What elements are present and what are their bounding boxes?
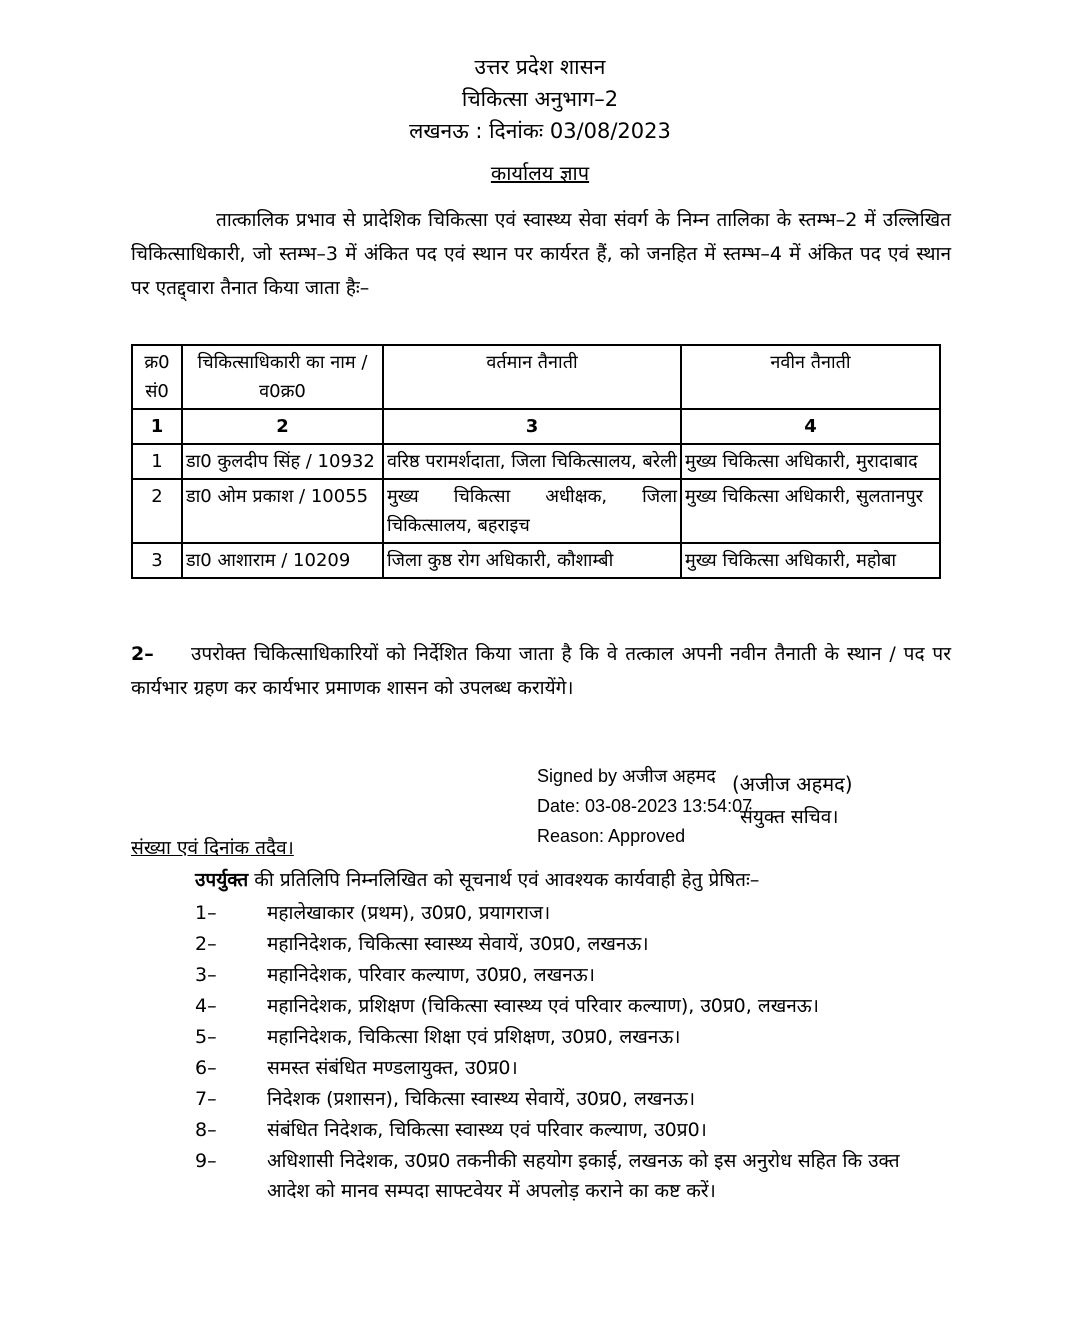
- list-item: [195, 929, 915, 959]
- intro-text: तात्कालिक प्रभाव से प्रादेशिक चिकित्सा एवं स्वास्थ्य सेवा संवर्ग के निम्न तालिका के स्तम्भ–2 में उल्लिखित चिकित्साधिकारी, जो स्तम्भ–3 में अंकित पद एवं स्थान पर कार्यरत हैं, को जनहित में स्तम्भ–4 में अंकित पद एवं स्थान पर एतद्द्वारा तैनात किया जाता हैः–: [131, 209, 951, 299]
- list-text: महानिदेशक, चिकित्सा शिक्षा एवं प्रशिक्षण, उ0प्र0, लखनऊ।: [267, 1026, 681, 1048]
- list-number: 6–: [195, 1057, 217, 1079]
- list-text: महालेखाकार (प्रथम), उ0प्र0, प्रयागराज।: [267, 902, 551, 924]
- list-item: [195, 960, 915, 990]
- list-item: [195, 898, 915, 928]
- cell-name: डा0 आशाराम / 10209: [182, 543, 383, 578]
- digital-signature-signed-by: Signed by अजीज अहमद: [537, 766, 716, 786]
- list-number: 9–: [195, 1150, 217, 1172]
- cell-current: वरिष्ठ परामर्शदाता, जिला चिकित्सालय, बरेली: [383, 444, 681, 479]
- copy-intro-bold: उपर्युक्त: [195, 869, 249, 891]
- cell-sn: 1: [132, 444, 182, 479]
- table-row: [132, 479, 940, 543]
- copy-intro-text: की प्रतिलिपि निम्नलिखित को सूचनार्थ एवं आवश्यक कार्यवाही हेतु प्रेषितः–: [248, 869, 760, 891]
- list-number: 5–: [195, 1026, 217, 1048]
- copy-intro: [195, 866, 759, 892]
- column-number-row: [132, 409, 940, 444]
- list-text: महानिदेशक, प्रशिक्षण (चिकित्सा स्वास्थ्य एवं परिवार कल्याण), उ0प्र0, लखनऊ।: [267, 995, 819, 1017]
- table-row: [132, 543, 940, 578]
- column-number: 1: [132, 409, 182, 444]
- intro-paragraph: [131, 203, 951, 305]
- digital-signature-date: Date: 03-08-2023 13:54:07: [537, 796, 753, 816]
- list-item: [195, 1146, 915, 1206]
- place-date: लखनऊ : दिनांकः 03/08/2023: [409, 119, 671, 143]
- cell-current: मुख्य चिकित्सा अधीक्षक, जिला चिकित्सालय, बहराइच: [383, 479, 681, 543]
- posting-table: [131, 344, 941, 579]
- signatory-name: (अजीज अहमद): [732, 772, 853, 796]
- reference-line: संख्या एवं दिनांक तदैव।: [131, 837, 294, 859]
- list-number: 2–: [195, 933, 217, 955]
- signatory-designation: संयुक्त सचिव।: [740, 806, 839, 828]
- list-number: 3–: [195, 964, 217, 986]
- column-number: 4: [681, 409, 940, 444]
- para-2-number: 2–: [131, 643, 154, 665]
- list-number: 7–: [195, 1088, 217, 1110]
- cell-sn: 2: [132, 479, 182, 543]
- list-number: 1–: [195, 902, 217, 924]
- digital-signature-reason: Reason: Approved: [537, 826, 686, 846]
- section-name: चिकित्सा अनुभाग–2: [461, 87, 619, 111]
- cell-current: जिला कुष्ठ रोग अधिकारी, कौशाम्बी: [383, 543, 681, 578]
- cell-new: मुख्य चिकित्सा अधिकारी, महोबा: [681, 543, 940, 578]
- column-number: 3: [383, 409, 681, 444]
- list-item: [195, 1084, 915, 1114]
- cell-new: मुख्य चिकित्सा अधिकारी, मुरादाबाद: [681, 444, 940, 479]
- list-text: समस्त संबंधित मण्डलायुक्त, उ0प्र0।: [267, 1057, 518, 1079]
- govt-name: उत्तर प्रदेश शासन: [474, 55, 606, 79]
- list-item: [195, 1022, 915, 1052]
- header-new: नवीन तैनाती: [681, 345, 940, 409]
- cell-new: मुख्य चिकित्सा अधिकारी, सुलतानपुर: [681, 479, 940, 543]
- table-row: [132, 444, 940, 479]
- table-header-row: [132, 345, 940, 409]
- memo-title-wrap: [0, 159, 1080, 186]
- list-text: महानिदेशक, परिवार कल्याण, उ0प्र0, लखनऊ।: [267, 964, 595, 986]
- column-number: 2: [182, 409, 383, 444]
- cell-name: डा0 ओम प्रकाश / 10055: [182, 479, 383, 543]
- header-current: वर्तमान तैनाती: [383, 345, 681, 409]
- list-text: अधिशासी निदेशक, उ0प्र0 तकनीकी सहयोग इकाई, लखनऊ को इस अनुरोध सहित कि उक्त आदेश को मानव सम्पदा साफ्टवेयर में अपलोड़ कराने का कष्ट करें।: [267, 1150, 900, 1202]
- cell-sn: 3: [132, 543, 182, 578]
- header-name: चिकित्साधिकारी का नाम / व0क्र0: [182, 345, 383, 409]
- para-2-text: उपरोक्त चिकित्साधिकारियों को निर्देशित किया जाता है कि वे तत्काल अपनी नवीन तैनाती के स्थान / पद पर कार्यभार ग्रहण कर कार्यभार प्रमाणक शासन को उपलब्ध करायेंगे।: [131, 643, 951, 699]
- memo-title: कार्यालय ज्ञाप: [490, 161, 590, 185]
- list-item: [195, 1053, 915, 1083]
- list-number: 4–: [195, 995, 217, 1017]
- copy-list: [195, 898, 915, 1207]
- header-sn: क्र0 सं0: [132, 345, 182, 409]
- cell-name: डा0 कुलदीप सिंह / 10932: [182, 444, 383, 479]
- list-text: महानिदेशक, चिकित्सा स्वास्थ्य सेवायें, उ0प्र0, लखनऊ।: [267, 933, 649, 955]
- para-2: [131, 637, 951, 705]
- list-item: [195, 1115, 915, 1145]
- list-text: निदेशक (प्रशासन), चिकित्सा स्वास्थ्य सेवायें, उ0प्र0, लखनऊ।: [267, 1088, 696, 1110]
- list-text: संबंधित निदेशक, चिकित्सा स्वास्थ्य एवं परिवार कल्याण, उ0प्र0।: [267, 1119, 707, 1141]
- list-number: 8–: [195, 1119, 217, 1141]
- list-item: [195, 991, 915, 1021]
